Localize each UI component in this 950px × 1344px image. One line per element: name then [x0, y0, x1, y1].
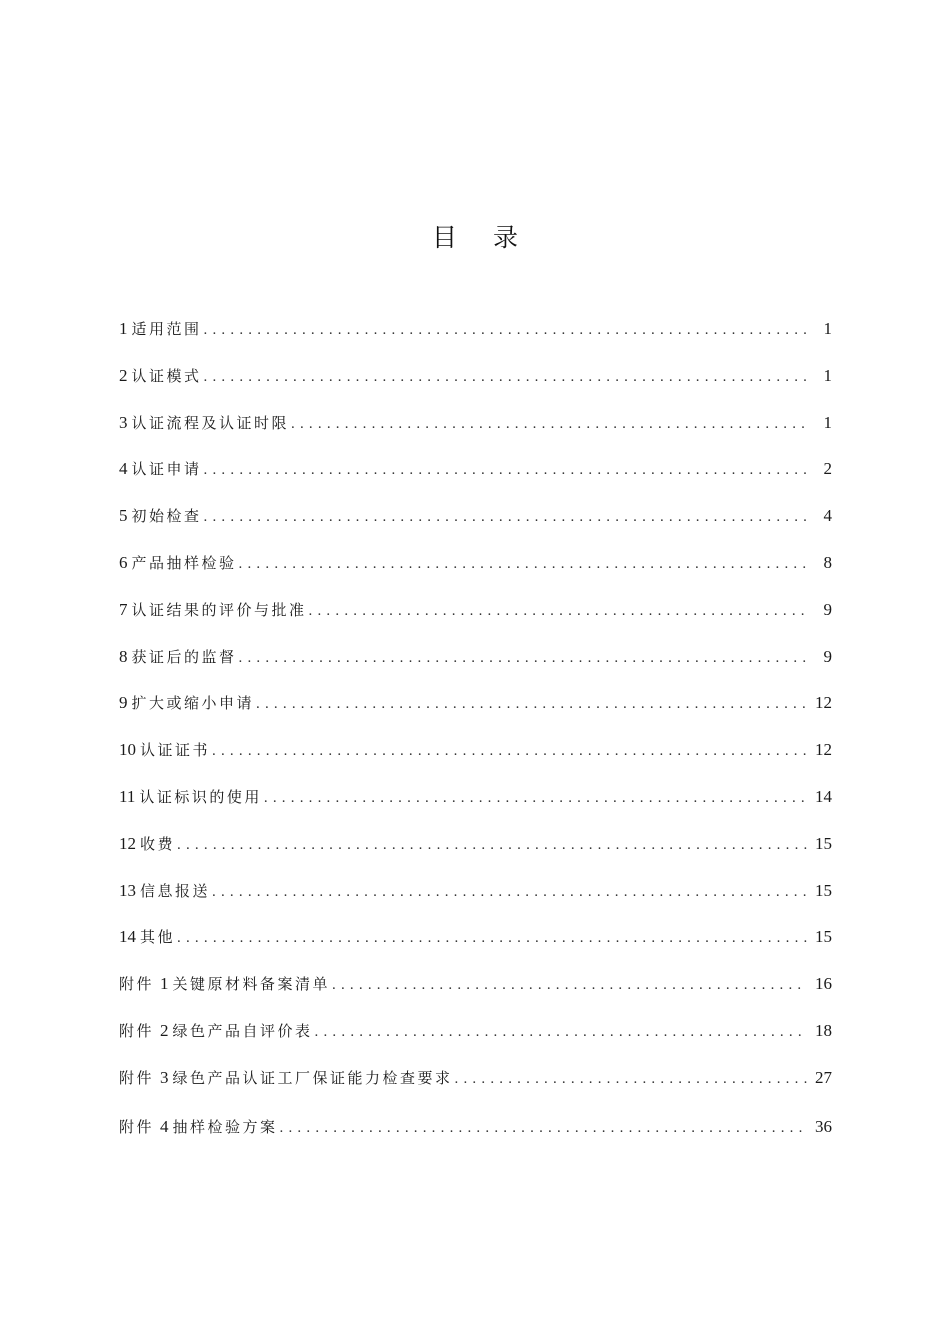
toc-entry-label: 信息报送: [140, 881, 211, 900]
toc-entry-page: 15: [815, 880, 832, 900]
dot-leader: [212, 743, 807, 760]
toc-entry-number: 9: [119, 693, 128, 713]
dot-leader: [332, 977, 807, 994]
dot-leader: [204, 462, 808, 479]
toc-entry-number: 10: [119, 740, 136, 760]
toc-entry-12[interactable]: [119, 833, 832, 880]
toc-appendix-1[interactable]: [119, 973, 832, 1020]
appendix-number: 4: [160, 1116, 169, 1136]
toc-appendix-3[interactable]: [119, 1067, 832, 1114]
toc-entry-number: 13: [119, 880, 136, 900]
dot-leader: [204, 322, 808, 339]
toc-entry-page: 12: [815, 740, 832, 760]
page-title: 目 录: [432, 223, 532, 252]
toc-entry-10[interactable]: [119, 739, 832, 786]
appendix-label: 关键原材料备案清单: [172, 975, 331, 994]
toc-entry-page: 14: [815, 786, 832, 806]
toc-entry-1[interactable]: [119, 318, 832, 365]
dot-leader: [291, 416, 808, 433]
toc-entry-5[interactable]: [119, 505, 832, 552]
appendix-label: 绿色产品认证工厂保证能力检查要求: [172, 1068, 453, 1087]
dot-leader: [280, 1120, 807, 1137]
toc-entry-label: 认证流程及认证时限: [131, 413, 290, 432]
toc-entry-number: 4: [119, 459, 128, 479]
appendix-page: 16: [815, 974, 832, 994]
toc-appendix-4[interactable]: [119, 1116, 832, 1163]
toc-entry-number: 8: [119, 646, 128, 666]
toc-entry-page: 9: [823, 599, 832, 619]
dot-leader: [177, 930, 807, 947]
table-of-contents: [119, 318, 832, 1162]
appendix-page: 36: [815, 1116, 832, 1136]
dot-leader: [204, 369, 808, 386]
toc-entry-number: 5: [119, 506, 128, 526]
dot-leader: [212, 884, 807, 901]
toc-entry-page: 1: [823, 319, 832, 338]
toc-entry-8[interactable]: [119, 646, 832, 693]
toc-entry-label: 认证模式: [131, 366, 202, 385]
toc-entry-number: 11: [119, 786, 136, 806]
dot-leader: [309, 603, 808, 620]
toc-entry-label: 认证申请: [131, 460, 202, 479]
toc-entry-label: 认证结果的评价与批准: [131, 600, 307, 619]
toc-entry-page: 15: [815, 927, 832, 947]
appendix-prefix: 附件: [119, 1068, 155, 1087]
toc-entry-label: 认证证书: [140, 741, 211, 760]
toc-entry-14[interactable]: [119, 926, 832, 973]
toc-entry-label: 收费: [140, 834, 176, 853]
dot-leader: [239, 556, 808, 573]
toc-entry-page: 12: [815, 693, 832, 713]
toc-entry-label: 认证标识的使用: [139, 787, 262, 806]
dot-leader: [455, 1071, 807, 1088]
appendix-label: 抽样检验方案: [172, 1117, 278, 1136]
toc-entry-label: 产品抽样检验: [131, 553, 237, 572]
toc-entry-page: 1: [823, 412, 832, 432]
toc-entry-number: 14: [119, 927, 136, 947]
toc-entry-page: 8: [823, 552, 832, 572]
toc-entry-number: 2: [119, 365, 128, 385]
dot-leader: [204, 509, 808, 526]
appendix-prefix: 附件: [119, 975, 155, 994]
toc-entry-11[interactable]: [119, 786, 832, 833]
toc-entry-3[interactable]: [119, 412, 832, 459]
dot-leader: [177, 837, 807, 854]
toc-entry-number: 3: [119, 412, 128, 432]
toc-entry-label: 其他: [140, 928, 176, 947]
toc-entry-number: 6: [119, 552, 128, 572]
appendix-label: 绿色产品自评价表: [172, 1021, 313, 1040]
appendix-number: 1: [160, 974, 169, 994]
toc-entry-label: 适用范围: [131, 320, 202, 338]
toc-entry-number: 12: [119, 833, 136, 853]
toc-entry-9[interactable]: [119, 692, 832, 739]
appendix-page: 27: [815, 1067, 832, 1087]
appendix-prefix: 附件: [119, 1021, 155, 1040]
toc-entry-4[interactable]: [119, 458, 832, 505]
toc-entry-page: 15: [815, 833, 832, 853]
toc-entry-page: 2: [823, 459, 832, 479]
toc-entry-7[interactable]: [119, 599, 832, 646]
toc-entry-page: 1: [823, 365, 832, 385]
toc-entry-number: 7: [119, 599, 128, 619]
dot-leader: [256, 696, 807, 713]
toc-appendix-2[interactable]: [119, 1020, 832, 1067]
toc-entry-label: 扩大或缩小申请: [131, 694, 255, 713]
toc-entry-2[interactable]: [119, 365, 832, 412]
appendix-page: 18: [815, 1020, 832, 1040]
appendix-number: 3: [160, 1067, 169, 1087]
toc-entry-13[interactable]: [119, 880, 832, 927]
dot-leader: [315, 1024, 807, 1041]
dot-leader: [239, 650, 808, 667]
toc-entry-number: 1: [119, 319, 128, 338]
toc-entry-label: 初始检查: [131, 507, 202, 526]
toc-entry-6[interactable]: [119, 552, 832, 599]
toc-entry-page: 9: [823, 646, 832, 666]
dot-leader: [264, 790, 807, 807]
toc-entry-label: 获证后的监督: [131, 647, 237, 666]
toc-entry-page: 4: [823, 506, 832, 526]
appendix-prefix: 附件: [119, 1117, 155, 1136]
appendix-number: 2: [160, 1020, 169, 1040]
